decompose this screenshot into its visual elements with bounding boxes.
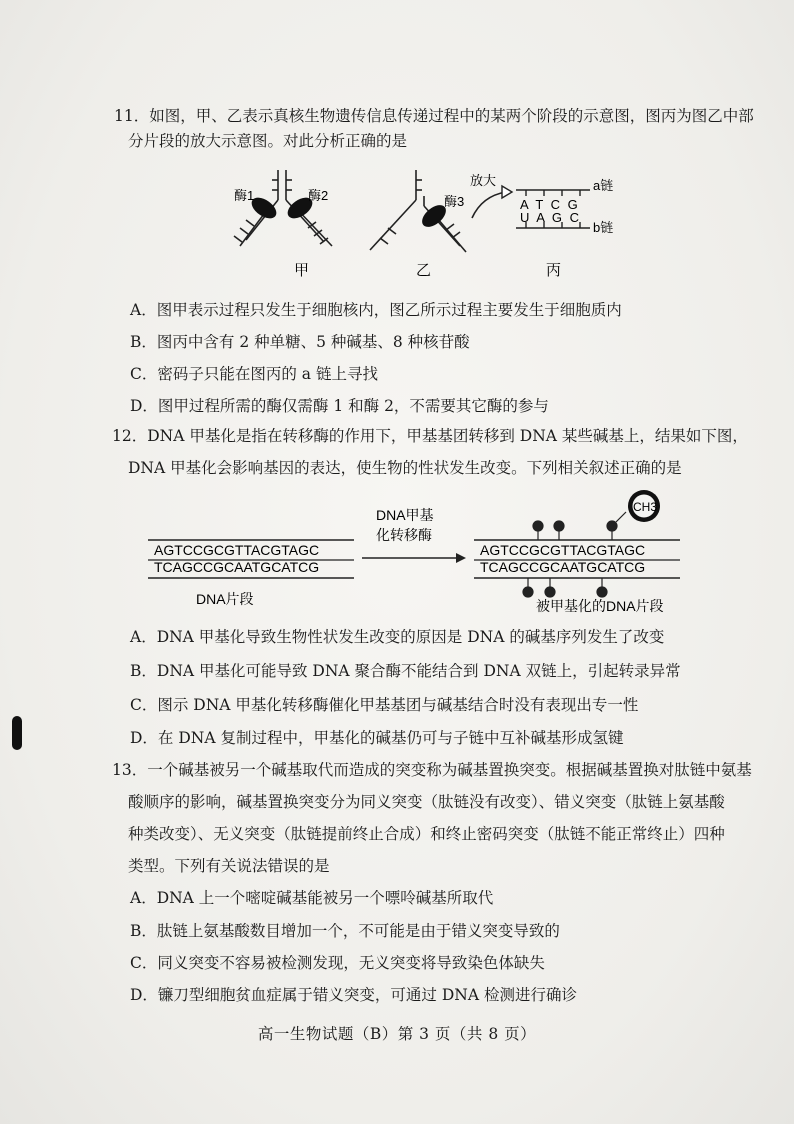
- q12-option-a: A．DNA 甲基化导致生物性状发生改变的原因是 DNA 的碱基序列发生了改变: [130, 628, 665, 646]
- right-top-seq: AGTCCGCGTTACGTAGC: [480, 542, 646, 558]
- magnify-label: 放大: [470, 173, 497, 188]
- q12-figure: [140, 490, 700, 618]
- label-jia: 甲: [294, 262, 310, 279]
- right-bottom-seq: TCAGCCGCAATGCATCG: [480, 559, 646, 575]
- arrow-label-line2: 化转移酶: [376, 527, 432, 543]
- transcription-yi: [370, 170, 466, 252]
- enzyme2-label: 酶2: [308, 188, 329, 203]
- strand-b-label: b链: [593, 220, 614, 235]
- left-bottom-seq: TCAGCCGCAATGCATCG: [154, 559, 320, 575]
- q12-option-d: D．在 DNA 复制过程中，甲基化的碱基仍可与子链中互补碱基形成氢键: [130, 729, 624, 747]
- binding-hole-mark: [12, 716, 22, 750]
- q11-figure: [220, 160, 650, 285]
- q12-stem-line2: DNA 甲基化会影响基因的表达，使生物的性状发生改变。下列相关叙述正确的是: [128, 459, 682, 477]
- q11-option-d: D．图甲过程所需的酶仅需酶 1 和酶 2，不需要其它酶的参与: [130, 397, 549, 415]
- q13-stem-line1: 13．一个碱基被另一个碱基取代而造成的突变称为碱基置换突变。根据碱基置换对肽链中氨基: [112, 761, 752, 779]
- q11-option-c: C．密码子只能在图丙的 a 链上寻找: [130, 365, 378, 383]
- strand-b-seq: U A G C: [520, 210, 581, 225]
- strand-a-seq: A T C G: [520, 197, 580, 212]
- page-footer: 高一生物试题（B）第 3 页（共 8 页）: [257, 1025, 537, 1043]
- q11-option-b: B．图丙中含有 2 种单糖、5 种碱基、8 种核苷酸: [130, 333, 470, 351]
- q11-option-a: A．图甲表示过程只发生于细胞核内，图乙所示过程主要发生于细胞质内: [130, 301, 622, 319]
- magnify-arrow: [472, 192, 506, 218]
- q13-option-a: A．DNA 上一个嘧啶碱基能被另一个嘌呤碱基所取代: [130, 889, 494, 907]
- q13-stem-line3: 种类改变）、无义突变（肽链提前终止合成）和终止密码突变（肽链不能正常终止）四种: [128, 825, 725, 843]
- fork-jia: [234, 170, 332, 246]
- q11-stem-line1: 11．如图，甲、乙表示真核生物遗传信息传递过程中的某两个阶段的示意图，图丙为图乙中部: [114, 107, 754, 125]
- q12-option-c: C．图示 DNA 甲基化转移酶催化甲基基团与碱基结合时没有表现出专一性: [130, 696, 639, 714]
- strand-a-label: a链: [593, 178, 614, 193]
- label-yi: 乙: [416, 262, 432, 279]
- left-top-seq: AGTCCGCGTTACGTAGC: [154, 542, 320, 558]
- q13-option-c: C．同义突变不容易被检测发现，无义突变将导致染色体缺失: [130, 954, 545, 972]
- enzyme3-label: 酶3: [444, 194, 465, 209]
- arrow-label-line1: DNA甲基: [376, 507, 434, 523]
- q11-stem-line2: 分片段的放大示意图。对此分析正确的是: [128, 132, 408, 150]
- q13-stem-line4: 类型。下列有关说法错误的是: [128, 857, 330, 875]
- enzyme1-label: 酶1: [234, 188, 255, 203]
- q13-stem-line2: 酸顺序的影响，碱基置换突变分为同义突变（肽链没有改变）、错义突变（肽链上氨基酸: [128, 793, 725, 811]
- q12-option-b: B．DNA 甲基化可能导致 DNA 聚合酶不能结合到 DNA 双链上，引起转录异常: [130, 662, 681, 680]
- label-bing: 丙: [546, 262, 562, 279]
- right-caption: 被甲基化的DNA片段: [536, 598, 664, 614]
- q12-stem-line1: 12．DNA 甲基化是指在转移酶的作用下，甲基基团转移到 DNA 某些碱基上，结果如下图，: [112, 427, 748, 445]
- methyl-groups-top: [533, 521, 617, 540]
- q13-option-d: D．镰刀型细胞贫血症属于错义突变，可通过 DNA 检测进行确诊: [130, 986, 577, 1004]
- left-caption: DNA片段: [196, 591, 254, 607]
- methyl-groups-bottom: [523, 578, 607, 597]
- methyl-label: CH3: [633, 500, 658, 514]
- q13-option-b: B．肽链上氨基酸数目增加一个，不可能是由于错义突变导致的: [130, 922, 560, 940]
